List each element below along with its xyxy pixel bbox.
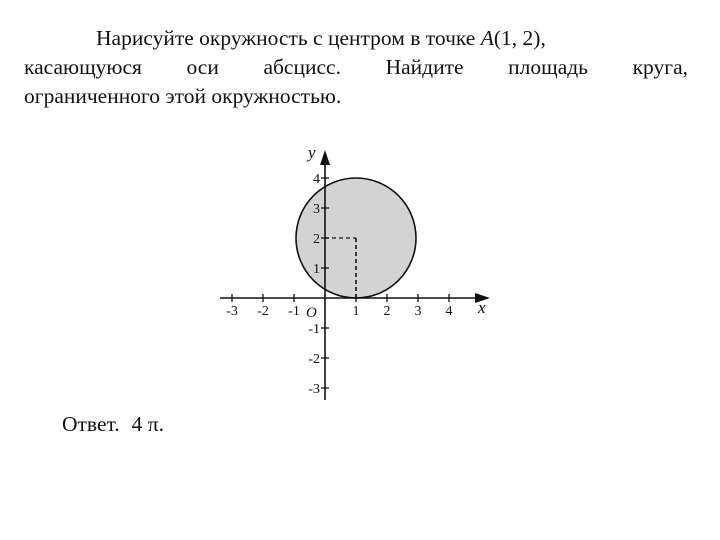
x-tick-label: 2 xyxy=(383,304,391,319)
x-tick-label: -3 xyxy=(226,304,238,319)
y-axis-arrow-icon xyxy=(320,150,330,165)
y-tick-label: 3 xyxy=(313,202,320,217)
point-coords: (1, 2), xyxy=(493,26,546,50)
y-tick-label: -3 xyxy=(308,382,320,397)
answer xyxy=(62,410,164,438)
y-tick-label: -1 xyxy=(308,322,320,337)
origin-label: O xyxy=(306,305,317,321)
y-axis-label: y xyxy=(308,143,316,162)
y-tick-label: 4 xyxy=(313,172,320,187)
x-tick-label: 1 xyxy=(352,304,360,319)
problem-line-2: касающуюся оси абсцисс. Найдите площадь круга, xyxy=(24,55,688,79)
answer-label: Ответ. xyxy=(62,412,120,436)
x-tick-label: -1 xyxy=(288,304,300,319)
answer-value: 4 π. xyxy=(131,412,165,436)
y-tick-label: 1 xyxy=(313,262,320,277)
x-tick-label: 4 xyxy=(445,304,453,319)
point-name: A xyxy=(480,26,494,50)
y-tick-label: 2 xyxy=(313,232,320,247)
y-tick-label: -2 xyxy=(308,352,320,367)
x-tick-label: 3 xyxy=(414,304,422,319)
x-tick-label: -2 xyxy=(257,304,269,319)
x-axis-label: x xyxy=(478,298,486,317)
problem-line-1-text: Нарисуйте окружность с центром в точке xyxy=(96,26,481,50)
problem-line-3: ограниченного этой окружностью. xyxy=(24,84,342,108)
